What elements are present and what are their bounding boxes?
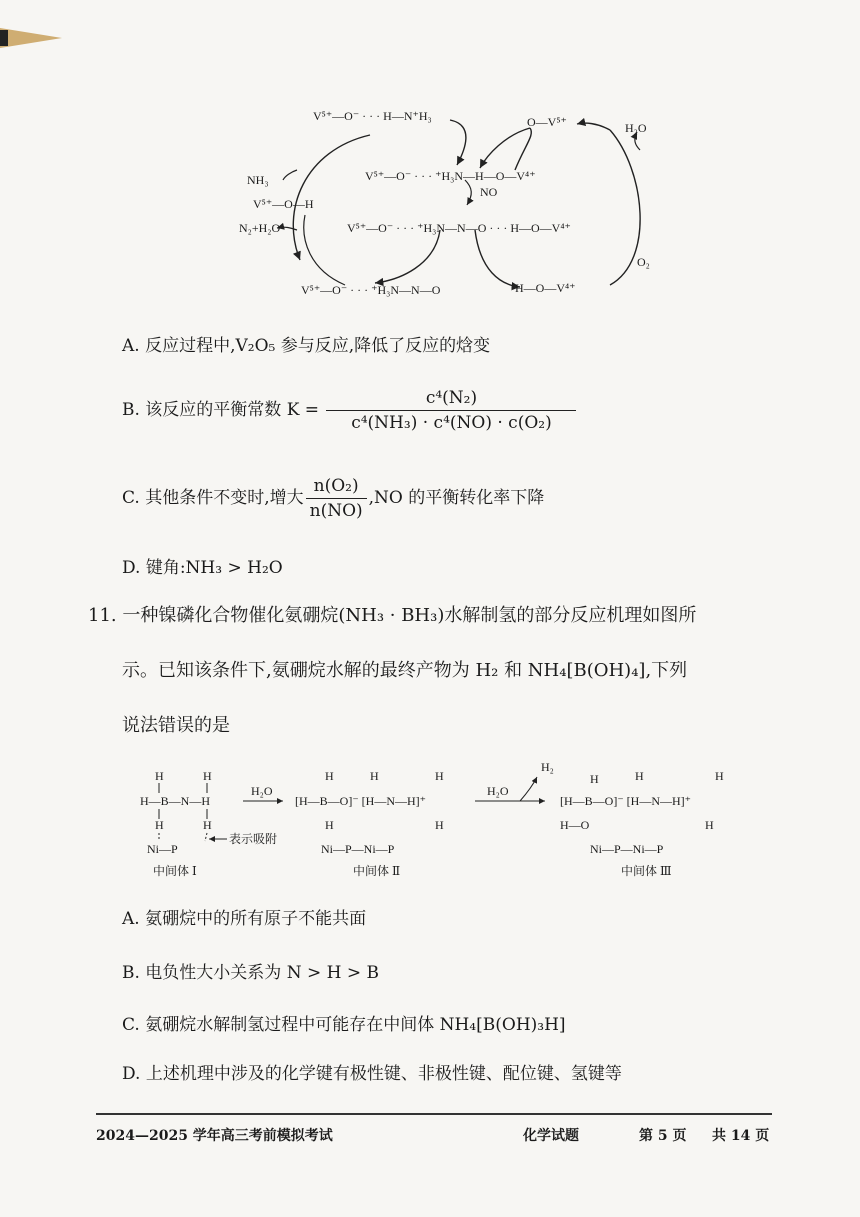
corner-dot <box>0 30 8 46</box>
svg-text:H: H <box>435 818 444 832</box>
int3-label: 中间体 Ⅲ <box>621 864 672 878</box>
svg-text:H: H <box>203 818 212 832</box>
corner-mark <box>0 28 62 48</box>
q10-option-a: A. 反应过程中,V₂O₅ 参与反应,降低了反应的焓变 <box>122 336 491 356</box>
label-h2o: H₂O <box>625 121 647 135</box>
label-n2h2o: N₂+H₂O <box>239 221 281 235</box>
q10-option-c-denominator: n(NO) <box>309 501 363 521</box>
q10-option-c-prefix: C. 其他条件不变时,增大 <box>122 488 304 508</box>
svg-text:H—B—N—H: H—B—N—H <box>140 794 211 808</box>
svg-text:H: H <box>635 769 644 783</box>
arrow2-label: H₂O <box>487 784 509 798</box>
footer-divider <box>96 1113 772 1115</box>
q10-option-b <box>122 388 578 433</box>
footer-page: 第 5 页 <box>639 1128 687 1144</box>
int2-label: 中间体 Ⅱ <box>353 864 401 878</box>
q10-option-c-fraction <box>306 476 367 521</box>
label-mid-upper: V⁵⁺—O⁻ · · · ⁺H₃N—H—O—V⁴⁺ <box>365 169 536 183</box>
svg-text:[H—B—O]⁻ [H—N—H]⁺: [H—B—O]⁻ [H—N—H]⁺ <box>295 794 426 808</box>
label-o2: O₂ <box>637 255 650 269</box>
h2-label: H₂ <box>541 760 554 774</box>
svg-text:H: H <box>325 818 334 832</box>
q11-option-c: C. 氨硼烷水解制氢过程中可能存在中间体 NH₄[B(OH)₃H] <box>122 1015 566 1035</box>
q10-option-b-numerator: c⁴(N₂) <box>326 388 576 411</box>
q10-option-b-denominator: c⁴(NH₃) · c⁴(NO) · c(O₂) <box>351 413 552 433</box>
int1-label: 中间体 Ⅰ <box>153 864 197 878</box>
q10-option-c-numerator: n(O₂) <box>306 476 367 499</box>
svg-text:H: H <box>590 772 599 786</box>
svg-text:H: H <box>325 769 334 783</box>
label-no: NO <box>480 185 498 199</box>
svg-text:[H—B—O]⁻ [H—N—H]⁺: [H—B—O]⁻ [H—N—H]⁺ <box>560 794 691 808</box>
svg-text:H: H <box>715 769 724 783</box>
arrow1-label: H₂O <box>251 784 273 798</box>
q10-option-b-fraction <box>326 388 576 433</box>
q11-line2: 示。已知该条件下,氨硼烷水解的最终产物为 H₂ 和 NH₄[B(OH)₄],下列 <box>122 660 688 681</box>
q11-option-a: A. 氨硼烷中的所有原子不能共面 <box>122 909 367 929</box>
footer-exam-name: 2024—2025 学年高三考前模拟考试 <box>96 1128 333 1144</box>
svg-text:Ni—P—Ni—P: Ni—P—Ni—P <box>321 842 395 856</box>
svg-text:H: H <box>435 769 444 783</box>
q11-option-b: B. 电负性大小关系为 N > H > B <box>122 963 380 983</box>
svg-text:H: H <box>370 769 379 783</box>
label-bottom-right: H—O—V⁴⁺ <box>515 281 576 295</box>
catalytic-cycle-diagram <box>225 100 675 310</box>
adsorb-label: 表示吸附 <box>229 832 278 846</box>
q10-option-d: D. 键角:NH₃ > H₂O <box>122 558 283 578</box>
footer-total: 共 14 页 <box>712 1128 770 1144</box>
mechanism-diagram <box>135 755 785 880</box>
svg-text:H—O: H—O <box>560 818 590 832</box>
svg-text:Ni—P: Ni—P <box>147 842 178 856</box>
label-top-right: O—V⁵⁺ <box>527 115 567 129</box>
svg-text:H: H <box>155 769 164 783</box>
label-mid-lower: V⁵⁺—O⁻ · · · ⁺H₃N—N—O · · · H—O—V⁴⁺ <box>347 221 571 235</box>
svg-text:H: H <box>203 769 212 783</box>
q10-option-b-prefix: B. 该反应的平衡常数 K = <box>122 400 320 420</box>
svg-text:Ni—P—Ni—P: Ni—P—Ni—P <box>590 842 664 856</box>
svg-text:H: H <box>155 818 164 832</box>
label-voh: V⁵⁺—O—H <box>253 197 314 211</box>
svg-text:H: H <box>705 818 714 832</box>
q10-option-c-suffix: ,NO 的平衡转化率下降 <box>368 488 545 508</box>
q11-option-d: D. 上述机理中涉及的化学键有极性键、非极性键、配位键、氢键等 <box>122 1064 622 1084</box>
label-bottom-left: V⁵⁺—O⁻ · · · ⁺H₃N—N—O <box>301 283 441 297</box>
label-nh3: NH₃ <box>247 173 269 187</box>
q11-line3: 说法错误的是 <box>122 715 230 736</box>
label-top-left: V⁵⁺—O⁻ · · · H—N⁺H₃ <box>313 109 432 123</box>
q10-option-c <box>122 476 544 521</box>
q11-line1: 11. 一种镍磷化合物催化氨硼烷(NH₃ · BH₃)水解制氢的部分反应机理如图所 <box>88 605 697 626</box>
footer-subject: 化学试题 <box>523 1128 579 1144</box>
